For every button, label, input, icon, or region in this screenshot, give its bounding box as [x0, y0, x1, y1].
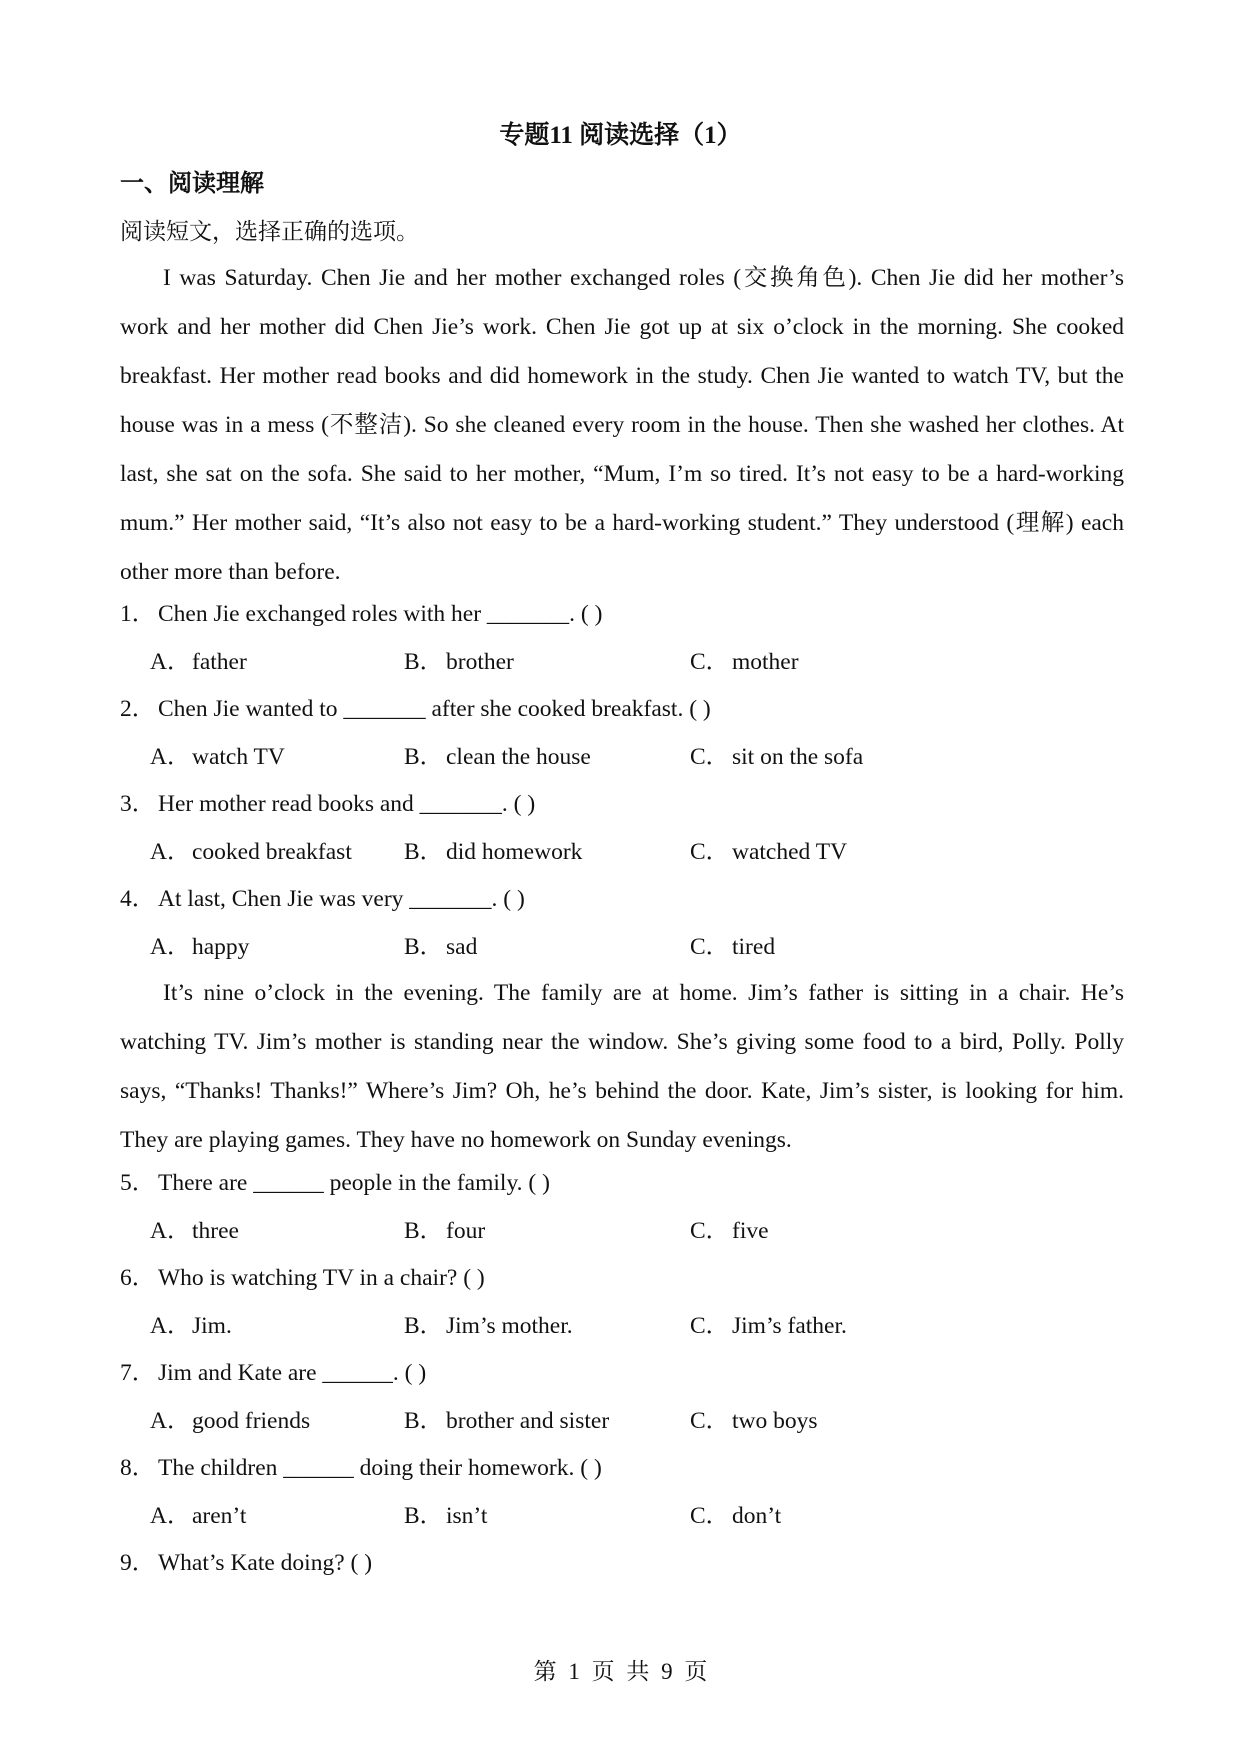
option-c: C． don’t [690, 1503, 782, 1529]
option-a: A．happy [150, 934, 250, 960]
option-a: A．three [150, 1218, 239, 1244]
option-b: B． clean the house [404, 744, 591, 770]
instruction-text: 阅读短文，选择正确的选项。 [120, 219, 419, 244]
question-3 [120, 788, 535, 820]
page-title: 专题11 阅读选择（1） [499, 122, 742, 149]
question-number: 5． [120, 1170, 156, 1196]
question-text: Chen Jie exchanged roles with her _______. ( ) [158, 601, 603, 627]
question-text: The children ______ doing their homework. ( ) [158, 1455, 602, 1481]
question-7 [120, 1357, 426, 1389]
option-c: C． watched TV [690, 839, 848, 865]
question-number: 4． [120, 886, 156, 912]
question-text: What’s Kate doing? ( ) [158, 1550, 373, 1576]
question-number: 7． [120, 1360, 156, 1386]
option-a: A．cooked breakfast [150, 839, 352, 865]
option-c: C． sit on the sofa [690, 744, 864, 770]
question-number: 9． [120, 1550, 156, 1576]
question-number: 1． [120, 601, 156, 627]
option-a: A．Jim. [150, 1313, 232, 1339]
question-text: At last, Chen Jie was very _______. ( ) [158, 886, 525, 912]
option-b: B． brother and sister [404, 1408, 610, 1434]
option-b: B． isn’t [404, 1503, 488, 1529]
question-8 [120, 1452, 602, 1484]
option-a: A．watch TV [150, 744, 285, 770]
option-c: C． Jim’s father. [690, 1313, 847, 1339]
question-1 [120, 598, 602, 630]
question-text: Her mother read books and _______. ( ) [158, 791, 536, 817]
question-number: 8． [120, 1455, 156, 1481]
question-6 [120, 1262, 485, 1294]
question-4 [120, 883, 525, 915]
option-c: C． tired [690, 934, 776, 960]
question-2 [120, 693, 711, 725]
question-text: Jim and Kate are ______. ( ) [158, 1360, 427, 1386]
question-number: 6． [120, 1265, 156, 1291]
question-text: There are ______ people in the family. ( ) [158, 1170, 550, 1196]
question-9 [120, 1547, 372, 1579]
page-footer: 第 1 页 共 9 页 [533, 1659, 708, 1684]
option-a: A．father [150, 649, 247, 675]
option-c: C． five [690, 1218, 769, 1244]
section-heading: 一、阅读理解 [120, 171, 264, 197]
option-b: B． four [404, 1218, 486, 1244]
option-a: A．good friends [150, 1408, 311, 1434]
option-b: B． sad [404, 934, 478, 960]
question-text: Chen Jie wanted to _______ after she cooked breakfast. ( ) [158, 696, 711, 722]
question-text: Who is watching TV in a chair? ( ) [158, 1265, 485, 1291]
option-b: B． brother [404, 649, 514, 675]
question-number: 2． [120, 696, 156, 722]
option-c: C． mother [690, 649, 799, 675]
option-b: B． Jim’s mother. [404, 1313, 573, 1339]
reading-passage-2: It’s nine o’clock in the evening. The family are at home. Jim’s father is sitting in a chair. He’s watching TV. Jim’s mother is standing near the window. She’s giving some food to a bird, Polly. Polly says, “Thanks! Thanks!” Where’s Jim? Oh, he’s behind the door. Kate, Jim’s sister, is looking for him. They are playing games. They have no homework on Sunday evenings. [120, 980, 1124, 1153]
option-c: C． two boys [690, 1408, 818, 1434]
option-a: A．aren’t [150, 1503, 247, 1529]
reading-passage-1: I was Saturday. Chen Jie and her mother exchanged roles (交换角色). Chen Jie did her mother’s work and her mother did Chen Jie’s work. Chen Jie got up at six o’clock in the morning. She cooked breakfast. Her mother read books and did homework in the study. Chen Jie wanted to watch TV, but the house was in a mess (不整洁). So she cleaned every room in the house. Then she washed her clothes. At last, she sat on the sofa. She said to her mother, “Mum, I’m so tired. It’s not easy to be a hard-working mum.” Her mother said, “It’s also not easy to be a hard-working student.” They understood (理解) each other more than before. [120, 265, 1124, 585]
question-5 [120, 1167, 550, 1199]
question-number: 3． [120, 791, 156, 817]
option-b: B． did homework [404, 839, 583, 865]
